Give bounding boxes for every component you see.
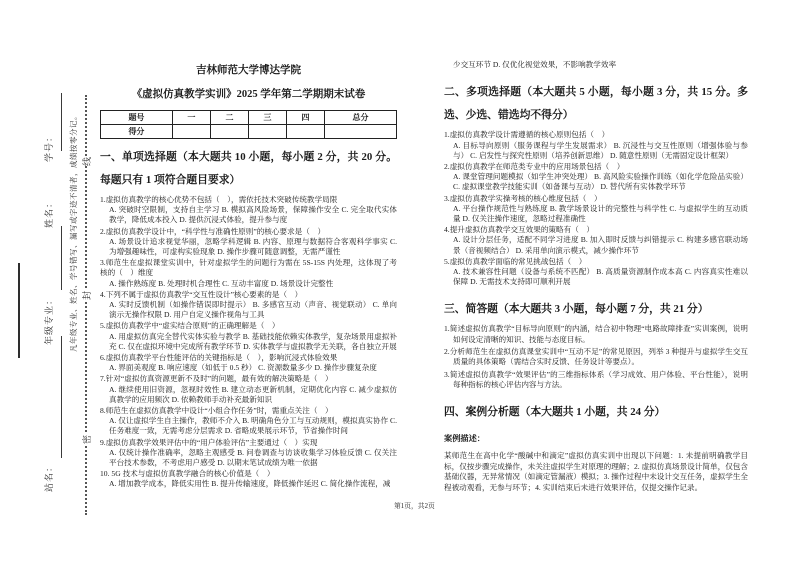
short-answer-3: 3.简述虚拟仿真教学“效果评估”的三维指标体系（学习成效、用户体验、平台性能），说明每种指标的核心评估内容与方法。: [444, 369, 748, 389]
question-4: [444, 225, 748, 256]
case-description-text: 某师范生在高中化学“酸碱中和滴定”虚拟仿真实训中出现以下问题：1. 未提前明确教学目标，仅按步骤完成操作，未关注虚拟学生对原理的理解；2. 虚拟仿真场景设计简单，仅包含基础仪器，无异常情况（如滴定管漏液）模拟；3. 操作过程中未设计交互任务，虚拟学生全程被动观看，无参与环节；4. 实训结束后未进行效果评估，仅提交操作记录。: [444, 451, 748, 493]
score-header-cell: 三: [248, 111, 286, 125]
short-answer-2: 2.分析师范生在虚拟仿真课堂实训中“互动不足”的常见原因，列举 3 种提升与虚拟学生交互质量的具体策略（需结合实时反馈、任务设计等要点）。: [444, 347, 748, 367]
section1-title: 一、单项选择题（本大题共 10 小题，每小题 2 分，共 20 分。每题只有 1 项符合题目要求）: [100, 151, 397, 186]
question-options: A. 界面美观度 B. 响应速度（如低于 0.5 秒） C. 资源数量多少 D. 操作步骤复杂度: [109, 363, 377, 373]
question-options: A. 仅让虚拟学生自主操作，教师不介入 B. 明确角色分工与互动规则，模拟真实协作 C. 任务难度一致，无需考虑分层需求 D. 省略成果展示环节，节省操作时间: [109, 416, 397, 436]
question-1: [444, 130, 748, 161]
section4-title: 四、案例分析题（本大题共 1 小题，共 24 分）: [444, 406, 666, 419]
question-stem: 10. 5G 技术与虚拟仿真教学融合的核心价值是（ ）: [100, 469, 275, 479]
field-label-grade-major: 年级专业：: [44, 294, 54, 345]
question-options: A. 增加教学成本，降低实用性 B. 提升传输速度，降低操作延迟 C. 简化操作流程，减: [109, 479, 391, 489]
question-1: [100, 195, 397, 226]
short-answer-1: 1.简述虚拟仿真教学“目标导向原则”的内涵，结合初中物理“电路故障排查”实训案例，说明如何设定清晰的知识、技能与态度目标。: [444, 324, 748, 344]
score-table-score-row: [101, 125, 397, 139]
question-options: A. 课堂管理问题模拟（如学生冲突处理） B. 高风险实验操作训练（如化学危险品实验） C. 虚拟课堂教学技能实训（如备课与互动） D. 替代所有实体教学环节: [453, 172, 748, 192]
question-8: [100, 406, 397, 437]
page-footer: 第1页，共2页: [394, 503, 435, 510]
question-options: A. 仅统计操作准确率，忽略主观感受 B. 问卷调查与访谈收集学习体验反馈 C. 仅关注平台技术参数，不考虑用户感受 D. 以期末笔试成绩为唯一依据: [109, 447, 397, 468]
field-underline: [61, 93, 62, 151]
question-stem: 2.虚拟仿真教学设计中，“科学性与准确性原则”的核心要求是（ ）: [100, 226, 326, 236]
question-5: [444, 257, 748, 288]
score-header-cell: 总分: [325, 111, 397, 125]
question-5: [100, 321, 397, 352]
question-options: A. 实时反馈机制（如操作错误即时提示） B. 多感官互动（声音、视觉联动） C. 单向演示无操作权限 D. 用户自定义操作视角与工具: [109, 300, 397, 320]
question-stem: 1.虚拟仿真教学设计需遵循的核心原则包括（ ）: [444, 130, 610, 140]
field-label-station: 站名：: [44, 461, 54, 492]
question-options: A. 场景设计追求视觉华丽，忽略学科逻辑 B. 内容、原理与数据符合客观科学事实 C. 为增强趣味性，可虚构实验现象 D. 操作步骤可随意调整，无需严谨性: [109, 236, 397, 257]
seal-char-text: 线: [79, 156, 95, 166]
field-underline: [61, 226, 62, 290]
score-table-header-row: [101, 111, 397, 125]
score-cell-empty: [248, 125, 286, 139]
question-9: [100, 438, 397, 469]
score-header-cell: 一: [172, 111, 210, 125]
question-2: [444, 162, 748, 193]
score-cell-empty: [287, 125, 325, 139]
question-stem: 9.虚拟仿真教学效果评估中的“用户体验评估”主要通过（ ）实现: [100, 437, 318, 447]
score-header-cell: 题号: [101, 111, 173, 125]
question-options: A. 平台操作规范性与熟练度 B. 教学场景设计的完整性与科学性 C. 与虚拟学生的互动质量 D. 仅关注操作速度，忽略过程准确性: [453, 203, 748, 224]
question-stem: 2.虚拟仿真教学在师范类专业中的应用场景包括（ ）: [444, 162, 625, 172]
question-stem: 6.虚拟仿真教学平台性能评估的关键指标是（ ），影响沉浸式体验效果: [100, 353, 338, 363]
question-options: A. 技术兼容性问题（设备与系统不匹配） B. 高质量资源制作成本高 C. 内容真实性难以保障 D. 无需技术支持即可顺利开展: [453, 267, 748, 287]
question-stem: 1.虚拟仿真教学的核心优势不包括（ ），需依托技术突破传统教学局限: [100, 195, 338, 204]
seal-char-mi: [80, 434, 93, 444]
score-header-cell: 二: [210, 111, 248, 125]
seal-char-text: 密: [79, 434, 95, 444]
section3-title: 三、简答题（本大题共 3 小题，每小题 7 分，共 21 分）: [444, 303, 709, 316]
question-3: [100, 258, 397, 289]
question-stem: 5.虚拟仿真教学中“虚实结合原则”的正确理解是（ ）: [100, 321, 280, 331]
score-table: [100, 110, 397, 139]
seal-char-text: 封: [79, 290, 95, 300]
left-column: [100, 64, 397, 491]
score-row-label: 得分: [101, 125, 173, 139]
question-10: [100, 469, 397, 489]
question-stem: 8.师范生在虚拟仿真教学中设计“小组合作任务”时，需重点关注（ ）: [100, 406, 333, 416]
question-6: [100, 353, 397, 373]
question-options: A. 操作熟练度 B. 处理时机合理性 C. 互动丰富度 D. 场景设计完整性: [109, 278, 334, 288]
question-2: [100, 227, 397, 258]
score-cell-empty: [172, 125, 210, 139]
question-stem: 4.提升虚拟仿真教学交互效果的策略有（ ）: [444, 225, 594, 235]
question-options: A. 用虚拟仿真完全替代实体实验与教学 B. 基础技能依赖实体教学，复杂场景用虚拟补充 C. 仅在虚拟环境中完成所有教学环节 D. 实体教学与虚拟教学无关联，各自独立开展: [109, 331, 397, 351]
question-options: A. 设计分层任务，适配不同学习进度 B. 加入即时反馈与纠错提示 C. 构建多感官联动场景（音视频结合） D. 采用单向演示模式，减少操作环节: [453, 235, 748, 255]
paper-title: 《虚拟仿真教学实训》2025 学年第二学期期末试卷: [131, 89, 366, 100]
seal-char-xian: [80, 156, 93, 166]
question-stem: 3.虚拟仿真教学实操考核的核心维度包括（ ）: [444, 193, 602, 203]
question-stem: 5.虚拟仿真教学面临的常见挑战包括（ ）: [444, 256, 587, 266]
question-stem: 4.下列不属于虚拟仿真教学“交互性设计”核心要素的是（ ）: [100, 289, 303, 299]
case-description-label: 案例描述：: [444, 434, 485, 444]
question-options: A. 继续使用旧资源，忽视时效性 B. 建立动态更新机制，定期优化内容 C. 减少虚拟仿真教学的应用频次 D. 依赖教师手动补充最新知识: [109, 384, 397, 404]
field-label-name: 姓名：: [44, 197, 54, 228]
question-options: A. 突破时空限制，支持自主学习 B. 模拟高风险场景，保障操作安全 C. 完全取代实体教学，降低成本投入 D. 提供沉浸式体验，提升参与度: [109, 205, 397, 225]
right-column: [444, 60, 748, 494]
question-3: [444, 194, 748, 225]
score-cell-empty: [325, 125, 397, 139]
question-stem: 3.师范生在虚拟课堂实训中，针对虚拟学生的问题行为需在 5S-15S 内处理，这体现了考核的（ ）维度: [100, 258, 397, 278]
seal-char-feng: [80, 290, 93, 300]
score-header-cell: 四: [287, 111, 325, 125]
seal-warning-text: 凡年级专业、姓名、学号错写、漏写或字迹不清者，成绩按零分记。: [69, 112, 78, 352]
score-cell-empty: [210, 125, 248, 139]
fold-line: [18, 263, 20, 358]
question-10-continuation: 少交互环节 D. 仅优化视觉效果，不影响教学效率: [453, 60, 617, 69]
field-underline: [61, 336, 62, 458]
question-options: A. 目标导向原则（服务课程与学生发展需求） B. 沉浸性与交互性原则（增强体验与参与） C. 启发性与探究性原则（培养创新思维） D. 随意性原则（无需固定设计框架）: [453, 140, 748, 160]
field-label-student-id: 学号：: [44, 131, 54, 162]
question-4: [100, 290, 397, 321]
question-7: [100, 374, 397, 405]
school-name: 吉林师范大学博达学院: [196, 65, 301, 76]
section2-title: 二、多项选择题（本大题共 5 小题，每小题 3 分，共 15 分。多选、少选、错选均不得分）: [444, 86, 748, 122]
question-stem: 7.针对“虚拟仿真资源更新不及时”的问题，最有效的解决策略是（ ）: [100, 374, 333, 384]
